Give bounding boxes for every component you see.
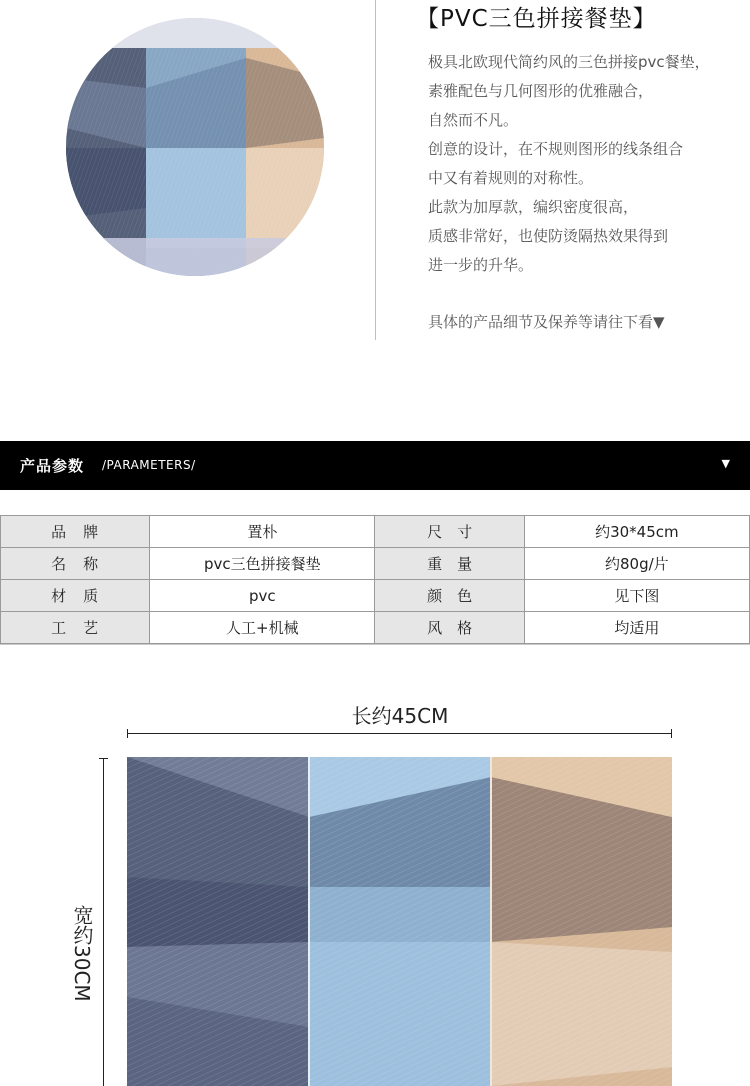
param-label: 风 格: [375, 612, 524, 644]
width-label: 宽约30CM: [70, 905, 94, 1002]
param-label: 名 称: [1, 548, 150, 580]
parameters-subtitle: /PARAMETERS/: [102, 458, 196, 472]
param-label: 工 艺: [1, 612, 150, 644]
description-line: 进一步的升华。: [428, 256, 534, 274]
param-label: 重 量: [375, 548, 524, 580]
param-label: 材 质: [1, 580, 150, 612]
description-line: 自然而不凡。: [428, 111, 519, 129]
table-row: [1, 548, 750, 580]
param-label: 尺 寸: [375, 516, 524, 548]
placemat-image: [127, 757, 672, 1086]
description-line: 中又有着规则的对称性。: [428, 169, 594, 187]
width-dimension-line: [103, 758, 104, 1086]
description-line: 此款为加厚款，编织密度很高，: [428, 198, 639, 216]
see-details-note: 具体的产品细节及保养等请往下看▼: [428, 313, 665, 331]
param-value: 见下图: [524, 580, 749, 612]
product-title: 【PVC三色拼接餐垫】: [416, 6, 657, 32]
param-value: 约30*45cm: [524, 516, 749, 548]
section-divider: [0, 644, 750, 645]
product-closeup-image: [66, 18, 324, 276]
param-value: 人工+机械: [150, 612, 375, 644]
param-value: pvc: [150, 580, 375, 612]
param-value: 置朴: [150, 516, 375, 548]
parameters-table: [0, 515, 750, 644]
table-row: [1, 580, 750, 612]
description-line: 素雅配色与几何图形的优雅融合，: [428, 82, 654, 100]
table-row: [1, 516, 750, 548]
description-line: 质感非常好，也使防烫隔热效果得到: [428, 227, 669, 245]
length-label: 长约45CM: [351, 704, 449, 728]
chevron-down-icon[interactable]: ▼: [721, 457, 730, 470]
param-value: 约80g/片: [524, 548, 749, 580]
description-line: 极具北欧现代简约风的三色拼接pvc餐垫，: [428, 53, 710, 71]
parameters-header[interactable]: [0, 441, 750, 490]
param-label: 颜 色: [375, 580, 524, 612]
length-dimension-line: [127, 733, 672, 734]
description-line: 创意的设计，在不规则图形的线条组合: [428, 140, 684, 158]
param-label: 品 牌: [1, 516, 150, 548]
table-row: [1, 612, 750, 644]
parameters-title: 产品参数: [20, 457, 85, 475]
divider-vertical: [375, 0, 376, 340]
param-value: 均适用: [524, 612, 749, 644]
param-value: pvc三色拼接餐垫: [150, 548, 375, 580]
product-description: [428, 48, 748, 280]
